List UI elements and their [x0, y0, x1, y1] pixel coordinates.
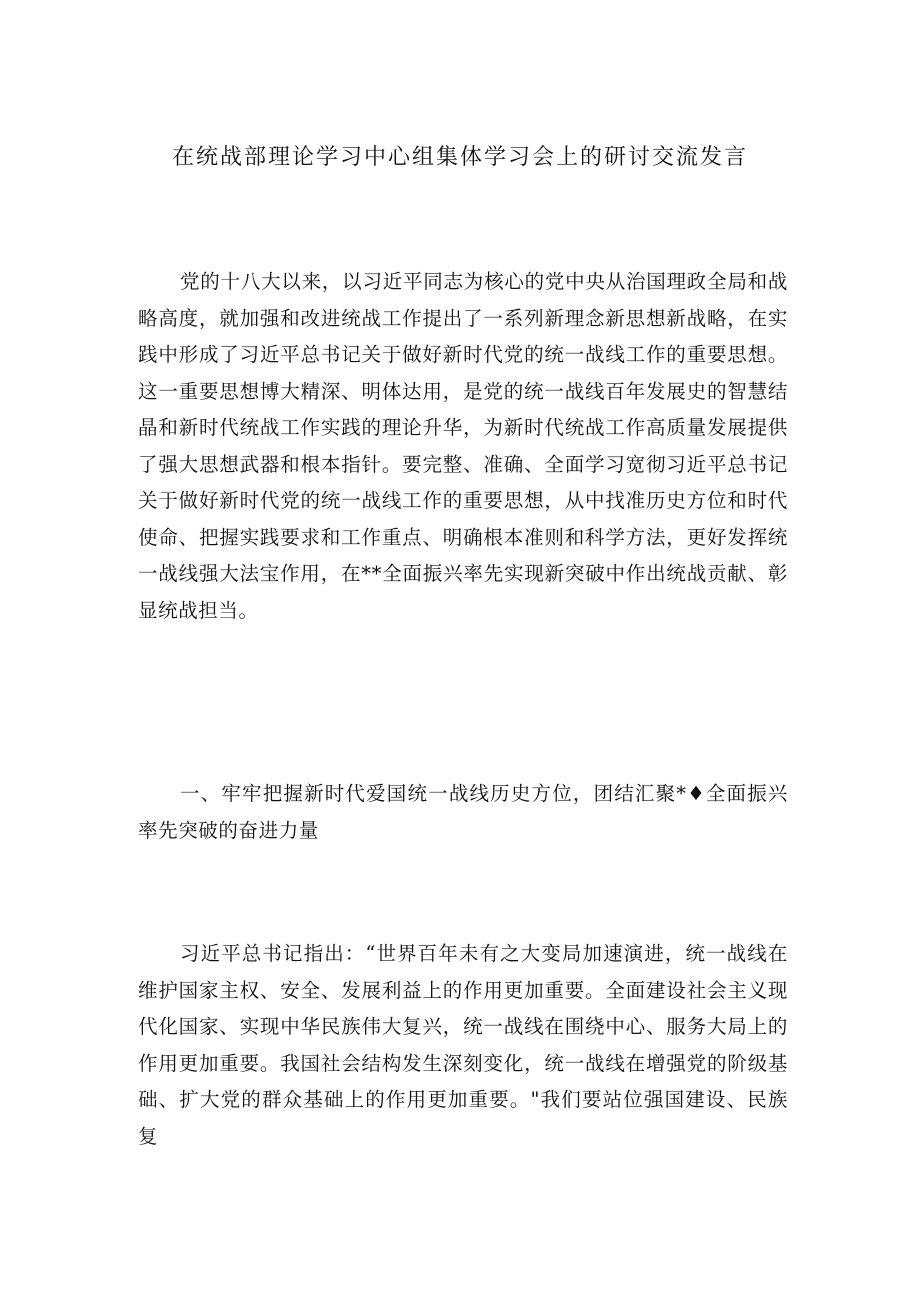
document-title: 在统战部理论学习中心组集体学习会上的研讨交流发言: [171, 145, 748, 170]
body-paragraph-1: 党的十八大以来，以习近平同志为核心的党中央从治国理政全局和战略高度，就加强和改进统战工作提出了一系列新理念新思想新战略，在实践中形成了习近平总书记关于做好新时代党的统一战线工作的重要思想。这一重要思想博大精深、明体达用，是党的统一战线百年发展史的智慧结晶和新时代统战工作实践的理论升华，为新时代统战工作高质量发展提供了强大思想武器和根本指针。要完整、准确、全面学习宽彻习近平总书记关于做好新时代党的统一战线工作的重要思想，从中找准历史方位和时代使命、把握实践要求和工作重点、明确根本准则和科学方法，更好发挥统一战线强大法宝作用，在**全面振兴率先实现新突破中作出统战贡献、彰显统战担当。: [138, 270, 788, 622]
section-heading-1: 一、牢牢把握新时代爱国统一战线历史方位，团结汇聚*♦全面振兴率先突破的奋进力量: [138, 782, 788, 842]
body-paragraph-2: 习近平总书记指出：“世界百年未有之大变局加速演进，统一战线在维护国家主权、安全、发展利益上的作用更加重要。全面建设社会主义现代化国家、实现中华民族伟大复兴，统一战线在围绕中心、服务大局上的作用更加重要。我国社会结构发生深刻变化，统一战线在增强党的阶级基础、扩大党的群众基础上的作用更加重要。"我们要站位强国建设、民族复: [138, 942, 788, 1148]
